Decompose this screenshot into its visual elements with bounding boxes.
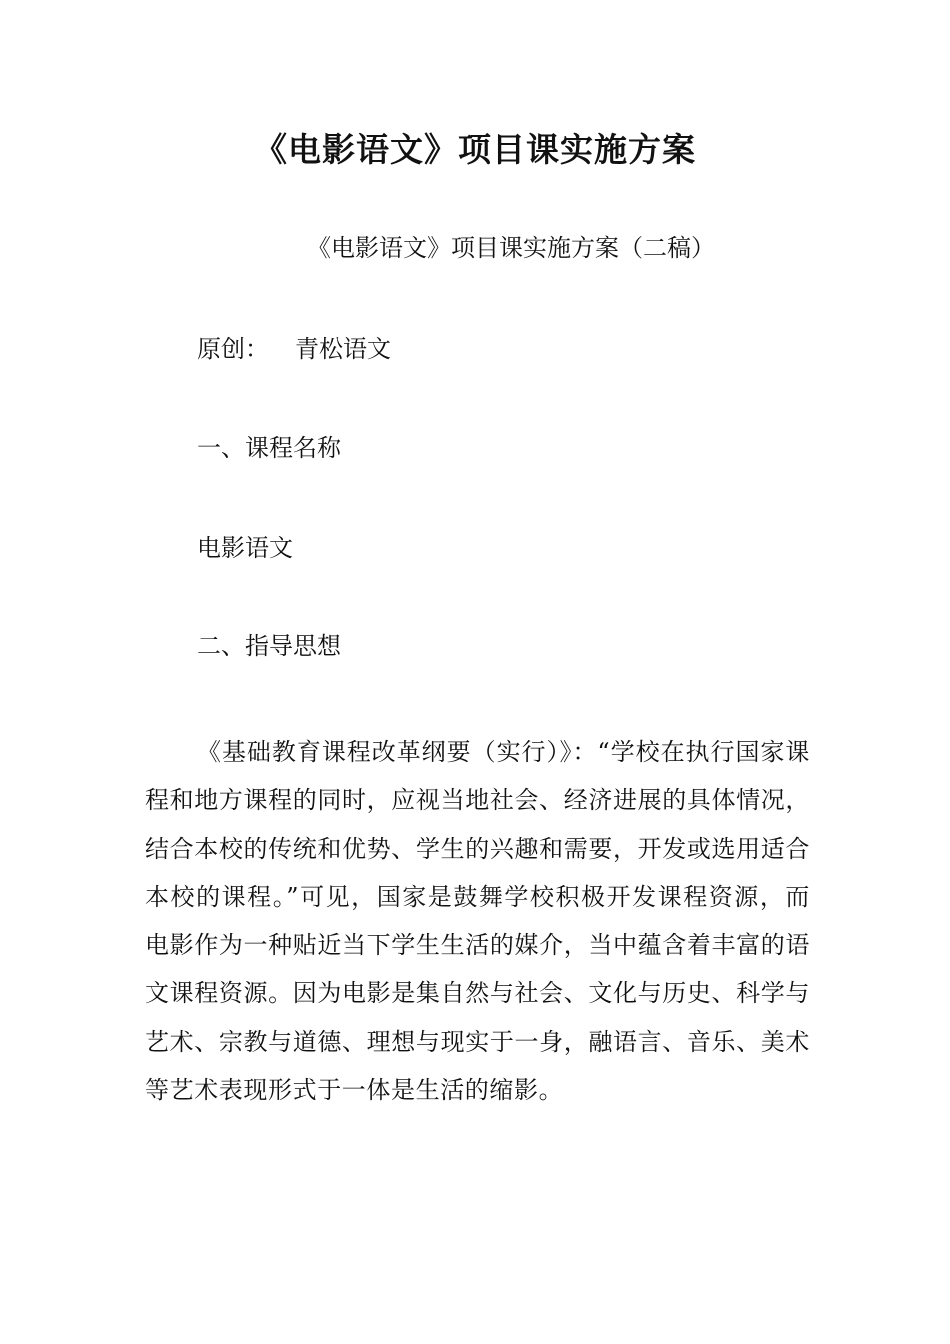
section-heading-course-name: 一、课程名称	[197, 434, 341, 462]
author-label: 原创：	[197, 335, 269, 363]
section-heading-guiding-idea: 二、指导思想	[197, 632, 341, 660]
document-title: 《电影语文》项目课实施方案	[254, 130, 696, 169]
author-name: 青松语文	[295, 335, 391, 363]
author-line	[197, 331, 391, 367]
body-paragraph: 《基础教育课程改革纲要（实行）》：“学校在执行国家课程和地方课程的同时，应视当地社会、经济进展的具体情况，结合本校的传统和优势、学生的兴趣和需要，开发或选用适合本校的课程。”可见，国家是鼓舞学校积极开发课程资源，而电影作为一种贴近当下学生生活的媒介，当中蕴含着丰富的语文课程资源。因为电影是集自然与社会、文化与历史、科学与艺术、宗教与道德、理想与现实于一身，融语言、音乐、美术等艺术表现形式于一体是生活的缩影。	[145, 738, 810, 1105]
document-subtitle: 《电影语文》项目课实施方案（二稿）	[307, 234, 715, 262]
course-name-text: 电影语文	[197, 534, 293, 562]
